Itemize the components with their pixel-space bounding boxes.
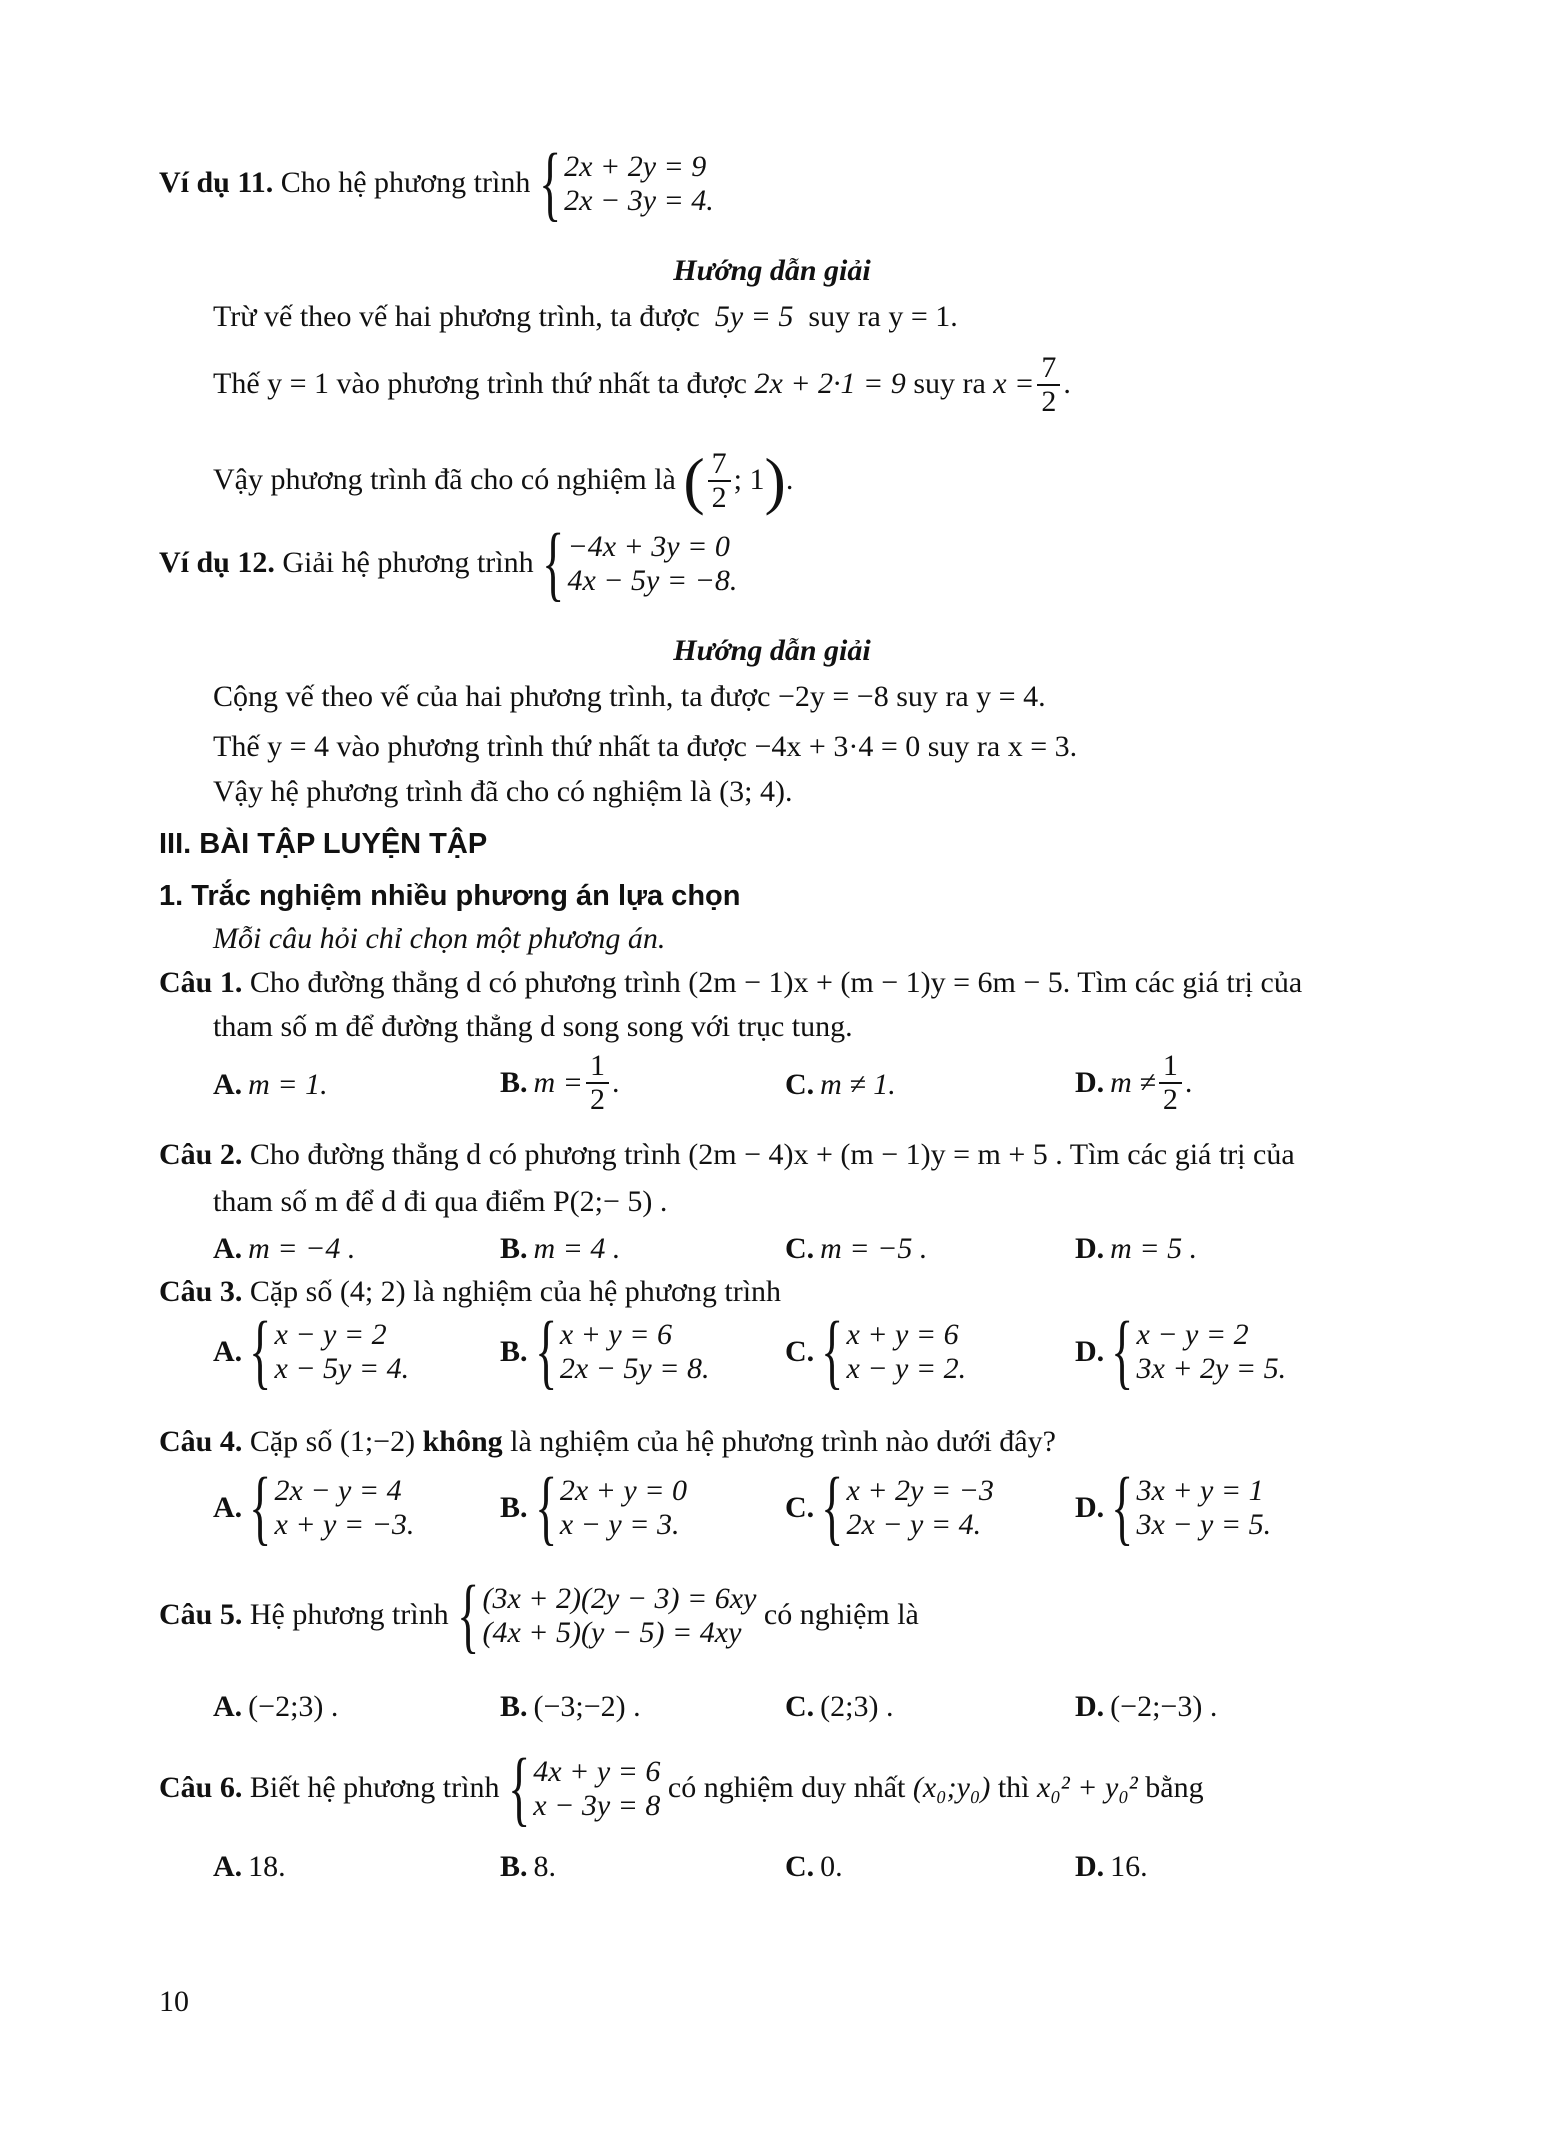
- option-text: .: [611, 1065, 620, 1099]
- option-label: C.: [785, 1068, 815, 1101]
- brace-icon: {: [1111, 1461, 1134, 1554]
- option-text: m =: [533, 1065, 583, 1099]
- equation: −4x + 3y = 0: [567, 530, 730, 563]
- option-a[interactable]: [213, 1850, 286, 1884]
- option-label: A.: [213, 1490, 243, 1524]
- equation: x + y = 6: [846, 1318, 959, 1351]
- text: suy ra y = 1.: [808, 300, 958, 333]
- option-label: B.: [500, 1850, 528, 1883]
- example-11-text: Cho hệ phương trình: [280, 166, 531, 200]
- equation: x − y = 2: [1136, 1318, 1249, 1351]
- option-label: C.: [785, 1232, 815, 1265]
- example-12-statement: [159, 517, 738, 610]
- emphasis: không: [422, 1425, 503, 1458]
- equation: x − 5y = 4.: [274, 1351, 410, 1385]
- option-label: A.: [213, 1690, 243, 1723]
- equation: 2x − y = 4: [274, 1474, 402, 1507]
- question-text: tham số m để đường thẳng d song song với trục tung.: [213, 1010, 853, 1043]
- equation-system: [538, 137, 714, 230]
- section-heading: III. BÀI TẬP LUYỆN TẬP: [159, 828, 488, 860]
- equation: 2x − y = 4.: [846, 1507, 982, 1541]
- solution-line: [213, 300, 958, 335]
- brace-icon: {: [542, 517, 565, 610]
- option-c[interactable]: [785, 1232, 927, 1266]
- equation-system: [541, 517, 738, 610]
- option-label: D.: [1075, 1065, 1105, 1099]
- question-1: [159, 966, 1302, 1001]
- math: (1;−2): [339, 1425, 416, 1458]
- text: Trừ vế theo vế hai phương trình, ta được: [213, 300, 700, 333]
- equation: x − 3y = 8: [533, 1788, 661, 1822]
- option-d[interactable]: [1075, 1305, 1287, 1398]
- question-text: Cho đường thẳng d có phương trình (2m − 4)x + (m − 1)y = m + 5 . Tìm các giá trị của: [249, 1138, 1295, 1171]
- option-label: B.: [500, 1490, 528, 1524]
- question-4: [159, 1425, 1056, 1460]
- equation-system: [1110, 1461, 1272, 1554]
- option-b[interactable]: [500, 1690, 641, 1724]
- option-label: C.: [785, 1334, 815, 1368]
- solution-heading: Hướng dẫn giải: [673, 254, 871, 287]
- option-text: (2;3) .: [820, 1690, 894, 1723]
- question-text: bằng: [1145, 1771, 1204, 1805]
- question-text: Cặp số (4; 2) là nghiệm của hệ phương trình: [249, 1275, 782, 1308]
- equation: 2x + y = 0: [559, 1474, 687, 1507]
- option-text: (−2;3) .: [248, 1690, 339, 1723]
- equation: 4x − 5y = −8.: [567, 563, 738, 597]
- equation: x + y = 6: [559, 1318, 672, 1351]
- option-text: .: [1184, 1065, 1193, 1099]
- brace-icon: {: [457, 1569, 480, 1662]
- example-12-text: Giải hệ phương trình: [282, 546, 534, 580]
- option-label: C.: [785, 1490, 815, 1524]
- option-label: C.: [785, 1690, 815, 1723]
- numerator: 7: [708, 448, 731, 482]
- option-text: m ≠: [1110, 1065, 1156, 1099]
- denominator: 2: [711, 480, 727, 514]
- brace-icon: {: [821, 1305, 844, 1398]
- option-label: B.: [500, 1334, 528, 1368]
- equation-system: [534, 1461, 687, 1554]
- question-label: Câu 3.: [159, 1275, 243, 1308]
- fraction: [708, 448, 731, 513]
- brace-icon: {: [249, 1305, 272, 1398]
- question-2: [159, 1138, 1295, 1173]
- option-text: (−3;−2) .: [533, 1690, 641, 1723]
- option-a[interactable]: [213, 1690, 338, 1724]
- option-text: m = −5 .: [820, 1232, 928, 1265]
- question-text: là nghiệm của hệ phương trình nào dưới đây?: [510, 1425, 1056, 1458]
- option-d[interactable]: [1075, 1690, 1217, 1724]
- option-b[interactable]: [500, 1850, 556, 1884]
- brace-icon: {: [538, 137, 562, 230]
- equation-system: [507, 1742, 661, 1835]
- solution-line: Vậy hệ phương trình đã cho có nghiệm là (3; 4).: [213, 775, 793, 808]
- page-number: 10: [159, 1985, 189, 2018]
- equation: 3x + 2y = 5.: [1136, 1351, 1287, 1385]
- option-text: m = 5 .: [1110, 1232, 1198, 1265]
- option-text: 16.: [1110, 1850, 1148, 1883]
- equation: (3x + 2)(2y − 3) = 6xy: [482, 1582, 757, 1615]
- denominator: 2: [1162, 1082, 1178, 1116]
- option-label: A.: [213, 1850, 243, 1883]
- question-text: Biết hệ phương trình: [249, 1771, 500, 1805]
- option-label: D.: [1075, 1690, 1105, 1723]
- option-label: D.: [1075, 1334, 1105, 1368]
- option-d[interactable]: [1075, 1850, 1148, 1884]
- solution-line: [213, 352, 1071, 417]
- brace-icon: {: [534, 1305, 557, 1398]
- option-a[interactable]: [213, 1461, 415, 1554]
- math: (x₀;y₀): [912, 1771, 991, 1805]
- option-text: m ≠ 1.: [820, 1068, 896, 1101]
- text: suy ra: [913, 367, 986, 401]
- equation: x − y = 2.: [846, 1351, 967, 1385]
- question-text: có nghiệm duy nhất: [667, 1771, 906, 1805]
- equation: 2x − 5y = 8.: [559, 1351, 710, 1385]
- brace-icon: {: [821, 1461, 844, 1554]
- solution-line: Thế y = 4 vào phương trình thứ nhất ta được −4x + 3·4 = 0 suy ra x = 3.: [213, 730, 1078, 763]
- equation-system: [820, 1305, 967, 1398]
- question-text: thì: [997, 1771, 1030, 1805]
- equation: x + y = −3.: [274, 1507, 415, 1541]
- option-label: B.: [500, 1065, 528, 1099]
- option-label: A.: [213, 1068, 243, 1101]
- equation: 4x + y = 6: [533, 1755, 661, 1788]
- denominator: 2: [1041, 384, 1057, 418]
- equation-system: [248, 1305, 410, 1398]
- option-c[interactable]: [785, 1461, 994, 1554]
- numerator: 7: [1037, 352, 1060, 386]
- question-text: Cho đường thẳng d có phương trình (2m − 1)x + (m − 1)y = 6m − 5. Tìm các giá trị của: [249, 966, 1303, 999]
- brace-icon: {: [249, 1461, 272, 1554]
- option-text: 0.: [820, 1850, 843, 1883]
- option-label: B.: [500, 1690, 528, 1723]
- question-6: [159, 1742, 1204, 1835]
- equation-system: [534, 1305, 710, 1398]
- option-text: (−2;−3) .: [1110, 1690, 1218, 1723]
- equation: x − y = 2: [274, 1318, 387, 1351]
- option-label: D.: [1075, 1850, 1105, 1883]
- example-11-statement: [159, 137, 714, 230]
- option-label: A.: [213, 1232, 243, 1265]
- subsection-heading: 1. Trắc nghiệm nhiều phương án lựa chọn: [159, 880, 741, 912]
- fraction: [1037, 352, 1060, 417]
- math: x =: [993, 367, 1035, 401]
- option-text: 8.: [533, 1850, 557, 1883]
- option-c[interactable]: [785, 1850, 843, 1884]
- equation-system: [820, 1461, 994, 1554]
- fraction: [586, 1050, 609, 1115]
- option-c[interactable]: [785, 1690, 894, 1724]
- brace-icon: {: [508, 1742, 531, 1835]
- option-label: C.: [785, 1850, 815, 1883]
- text: Vậy phương trình đã cho có nghiệm là: [213, 463, 676, 497]
- option-b[interactable]: [500, 1305, 710, 1398]
- equation: x − y = 3.: [559, 1507, 680, 1541]
- math: 5y = 5: [714, 300, 794, 333]
- option-label: B.: [500, 1232, 528, 1265]
- option-text: m = 1.: [248, 1068, 328, 1101]
- option-d[interactable]: [1075, 1050, 1192, 1115]
- option-b[interactable]: [500, 1232, 620, 1266]
- text: .: [1063, 367, 1071, 401]
- equation: 2x + 2y = 9: [564, 150, 707, 183]
- fraction: [1159, 1050, 1182, 1115]
- solution-heading: Hướng dẫn giải: [673, 634, 871, 667]
- solution-line: Cộng vế theo vế của hai phương trình, ta được −2y = −8 suy ra y = 4.: [213, 680, 1046, 713]
- equation: x + 2y = −3: [846, 1474, 994, 1507]
- solution-line: Vậy phương trình đã cho có nghiệm là ( $\frac{7}{2}$ ; 1 ) .: [213, 444, 794, 516]
- option-c[interactable]: [785, 1068, 896, 1102]
- denominator: 2: [589, 1082, 605, 1116]
- equation-system: [1110, 1305, 1287, 1398]
- question-label: Câu 1.: [159, 966, 243, 999]
- numerator: 1: [1159, 1050, 1182, 1084]
- equation-system: [248, 1461, 415, 1554]
- option-c[interactable]: [785, 1305, 967, 1398]
- option-label: D.: [1075, 1232, 1105, 1265]
- question-5: [159, 1569, 919, 1662]
- option-label: A.: [213, 1334, 243, 1368]
- option-d[interactable]: [1075, 1461, 1272, 1554]
- question-label: Câu 6.: [159, 1771, 243, 1805]
- question-text: Cặp số: [249, 1425, 333, 1458]
- text: Thế y = 1 vào phương trình thứ nhất ta được: [213, 367, 747, 401]
- equation: 3x − y = 5.: [1136, 1507, 1272, 1541]
- equation: 2x − 3y = 4.: [564, 183, 714, 217]
- question-label: Câu 5.: [159, 1598, 243, 1632]
- question-label: Câu 2.: [159, 1138, 243, 1171]
- option-b[interactable]: [500, 1050, 619, 1115]
- equation: 3x + y = 1: [1136, 1474, 1264, 1507]
- question-text: tham số m để d đi qua điểm P(2;− 5) .: [213, 1185, 668, 1218]
- option-d[interactable]: [1075, 1232, 1197, 1266]
- option-label: D.: [1075, 1490, 1105, 1524]
- option-text: 18.: [248, 1850, 286, 1883]
- text: .: [785, 463, 794, 497]
- option-a[interactable]: [213, 1232, 355, 1266]
- text: ; 1: [733, 463, 765, 497]
- numerator: 1: [586, 1050, 609, 1084]
- option-text: m = 4 .: [533, 1232, 621, 1265]
- instruction-note: Mỗi câu hỏi chỉ chọn một phương án.: [213, 922, 666, 955]
- option-b[interactable]: [500, 1461, 687, 1554]
- question-text: có nghiệm là: [763, 1598, 919, 1632]
- brace-icon: {: [1111, 1305, 1134, 1398]
- brace-icon: {: [534, 1461, 557, 1554]
- example-12-label: Ví dụ 12.: [159, 546, 275, 580]
- question-label: Câu 4.: [159, 1425, 243, 1458]
- math: 2x + 2·1 = 9: [754, 367, 906, 401]
- option-text: m = −4 .: [248, 1232, 356, 1265]
- question-text: Hệ phương trình: [249, 1598, 449, 1632]
- equation-system: [456, 1569, 757, 1662]
- equation: (4x + 5)(y − 5) = 4xy: [482, 1615, 742, 1649]
- option-a[interactable]: [213, 1305, 410, 1398]
- option-a[interactable]: [213, 1068, 328, 1102]
- example-11-label: Ví dụ 11.: [159, 166, 274, 200]
- math: x₀² + y₀²: [1037, 1771, 1138, 1805]
